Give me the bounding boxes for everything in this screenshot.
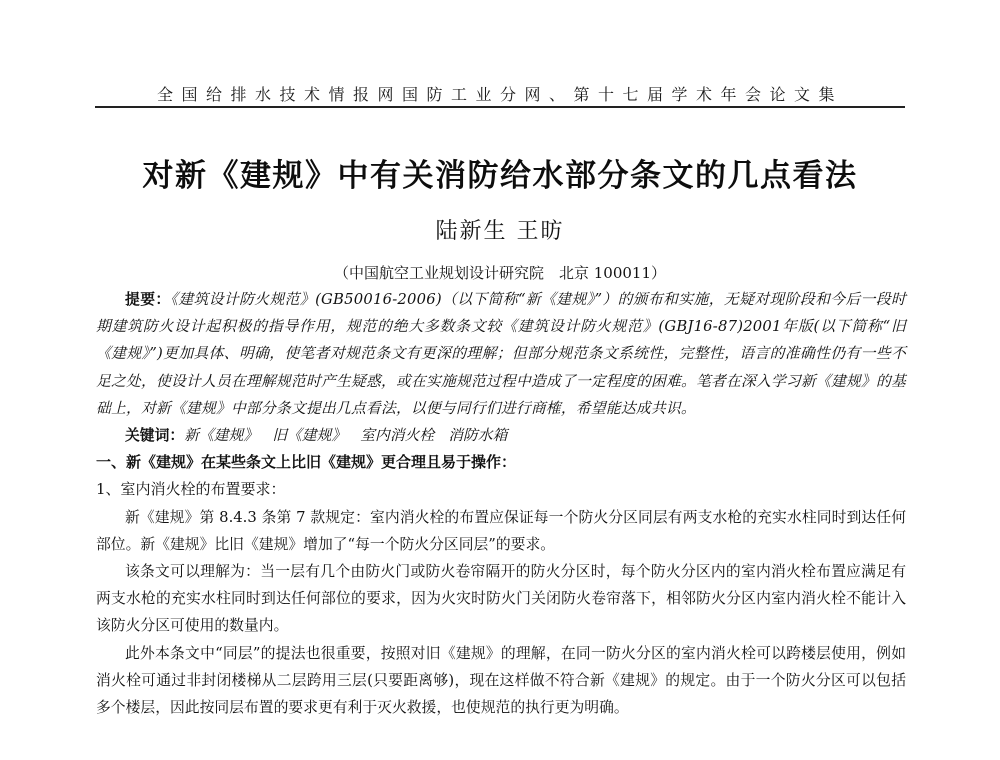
paper-authors: 陆新生 王昉	[435, 219, 565, 244]
paper-body	[96, 286, 906, 721]
paper-title: 对新《建规》中有关消防给水部分条文的几点看法	[142, 158, 858, 194]
abstract-paragraph	[96, 286, 906, 422]
keywords-line	[96, 422, 906, 449]
abstract-text: 《建筑设计防火规范》(GB50016-2006)（以下简称“新《建规》”）的颁布和实施，无疑对现阶段和今后一段时期建筑防火设计起积极的指导作用，规范的绝大多数条文较《建筑设计防火规范》(GBJ16-87)2001年版(以下简称“旧《建规》”)更加具体、明确，使笔者对规范条文有更深的理解；但部分规范条文系统性，完整性，语言的准确性仍有一些不足之处，使设计人员在理解规范时产生疑惑，或在实施规范过程中造成了一定程度的困难。笔者在深入学习新《建规》的基础上，对新《建规》中部分条文提出几点看法，以便与同行们进行商榷，希望能达成共识。	[96, 291, 907, 417]
body-paragraph: 该条文可以理解为：当一层有几个由防火门或防火卷帘隔开的防火分区时，每个防火分区内的室内消火栓布置应满足有两支水枪的充实水柱同时到达任何部位的要求，因为火灾时防火门关闭防火卷帘落下，相邻防火分区内室内消火栓不能计入该防火分区可使用的数量内。	[96, 563, 906, 635]
abstract-label: 提要：	[125, 291, 171, 308]
header-rule	[95, 106, 905, 108]
subsection-heading: 1、室内消火栓的布置要求：	[96, 480, 286, 499]
keyword-item: 新《建规》	[184, 427, 259, 445]
body-paragraph: 新《建规》第 8.4.3 条第 7 款规定：室内消火栓的布置应保证每一个防火分区同层有两支水枪的充实水柱同时到达任何部位。新《建规》比旧《建规》增加了“每一个防火分区同层”的要求。	[96, 508, 906, 553]
keywords-label: 关键词：	[125, 427, 185, 445]
author-affiliation: （中国航空工业规划设计研究院 北京 100011）	[333, 264, 667, 282]
keyword-item: 室内消火栓	[360, 427, 435, 445]
keyword-item: 消防水箱	[448, 427, 508, 445]
keyword-item: 旧《建规》	[272, 427, 347, 445]
body-paragraph: 此外本条文中“同层”的提法也很重要，按照对旧《建规》的理解，在同一防火分区的室内消火栓可以跨楼层使用，例如消火栓可通过非封闭楼梯从二层跨用三层(只要距离够)，现在这样做不符合新《建规》的规定。由于一个防火分区可以包括多个楼层，因此按同层布置的要求更有利于灭火救援，也使规范的执行更为明确。	[96, 644, 906, 717]
section-heading: 一、新《建规》在某些条文上比旧《建规》更合理且易于操作：	[96, 453, 517, 472]
running-header: 全国给排水技术情报网国防工业分网、第十七届学术年会论文集	[156, 85, 843, 104]
